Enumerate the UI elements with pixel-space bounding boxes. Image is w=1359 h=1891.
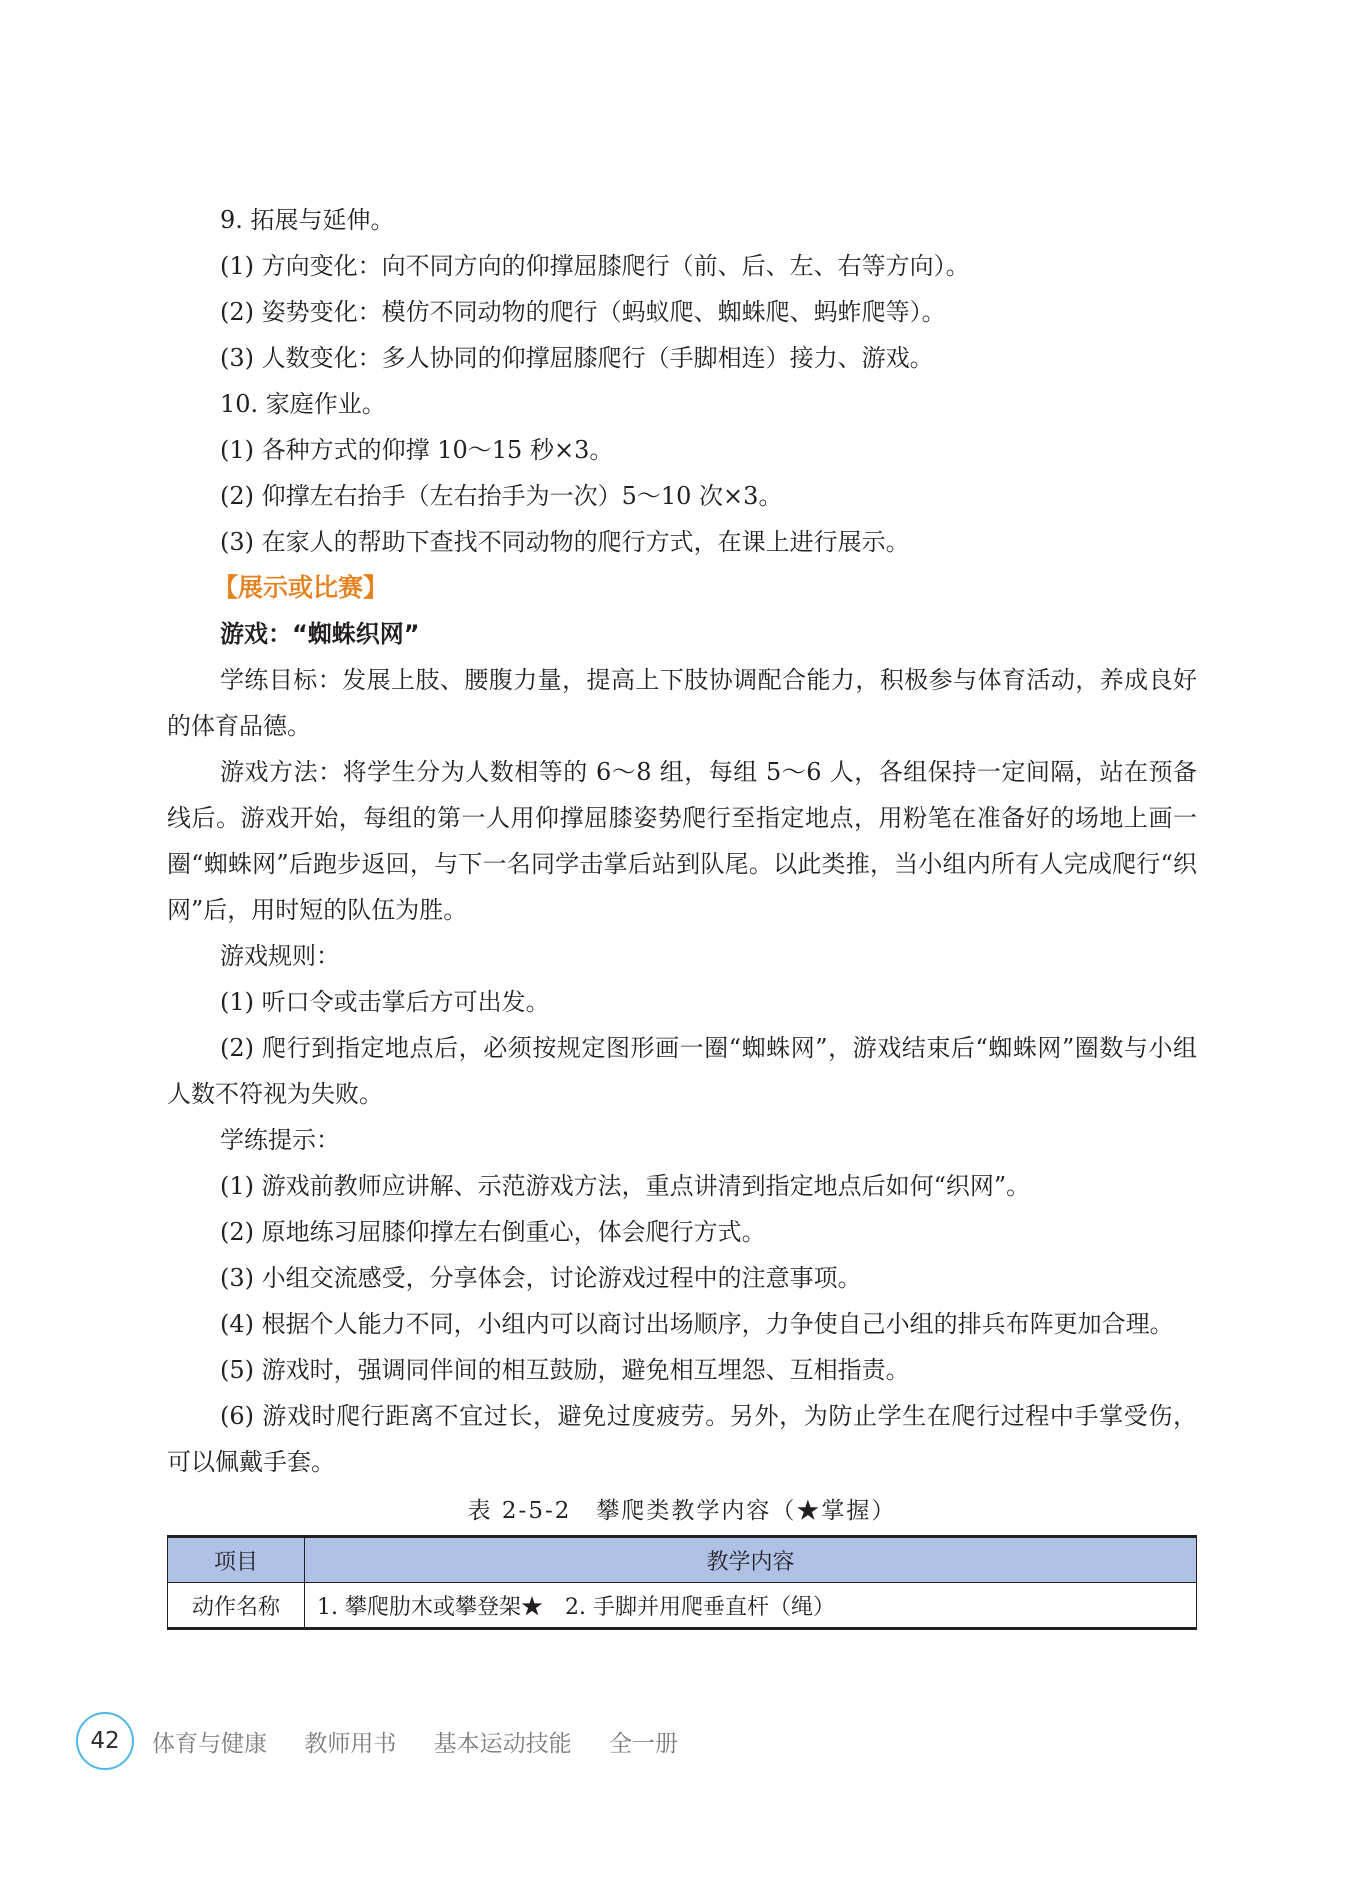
book-title: 体育与健康 — [152, 1730, 267, 1757]
page-number: 42 — [76, 1712, 134, 1770]
section-heading: 【展示或比赛】 — [213, 573, 389, 602]
book-edition: 全一册 — [608, 1730, 678, 1757]
page-footer — [76, 1712, 700, 1770]
teaching-content-table — [167, 1535, 1197, 1630]
book-topic: 基本运动技能 — [433, 1730, 572, 1757]
header-cell-item: 项目 — [168, 1537, 305, 1583]
game-title: 游戏：“蜘蛛织网” — [220, 620, 420, 648]
heading-homework: 10. 家庭作业。 — [220, 390, 386, 418]
book-volume: 教师用书 — [304, 1730, 397, 1757]
list-item: (5) 游戏时，强调同伴间的相互鼓励，避免相互埋怨、互相指责。 — [220, 1356, 910, 1384]
table-caption: 表 2-5-2 攀爬类教学内容（★掌握） — [467, 1498, 897, 1524]
list-item: (1) 各种方式的仰撑 10～15 秒×3。 — [220, 436, 614, 464]
list-item: (2) 姿势变化：模仿不同动物的爬行（蚂蚁爬、蜘蛛爬、蚂蚱爬等）。 — [220, 298, 946, 326]
page-content — [167, 197, 1197, 1630]
heading-rules: 游戏规则： — [220, 942, 340, 970]
list-item: (2) 爬行到指定地点后，必须按规定图形画一圈“蜘蛛网”，游戏结束后“蜘蛛网”圈数与小组人数不符视为失败。 — [167, 1034, 1197, 1108]
list-item: (6) 游戏时爬行距离不宜过长，避免过度疲劳。另外，为防止学生在爬行过程中手掌受伤，可以佩戴手套。 — [167, 1402, 1197, 1476]
table-cell-label: 动作名称 — [168, 1583, 305, 1629]
header-cell-content: 教学内容 — [305, 1537, 1197, 1583]
heading-extension: 9. 拓展与延伸。 — [220, 206, 395, 234]
book-info — [152, 1725, 700, 1758]
list-item: (1) 听口令或击掌后方可出发。 — [220, 988, 550, 1016]
list-item: (4) 根据个人能力不同，小组内可以商讨出场顺序，力争使自己小组的排兵布阵更加合理。 — [220, 1310, 1174, 1338]
list-item: (3) 小组交流感受，分享体会，讨论游戏过程中的注意事项。 — [220, 1264, 862, 1292]
list-item: (3) 人数变化：多人协同的仰撑屈膝爬行（手脚相连）接力、游戏。 — [220, 344, 934, 372]
heading-tips: 学练提示： — [220, 1126, 340, 1154]
paragraph-method: 游戏方法：将学生分为人数相等的 6～8 组，每组 5～6 人，各组保持一定间隔，站在预备线后。游戏开始，每组的第一人用仰撑屈膝姿势爬行至指定地点，用粉笔在准备好的场地上画一圈“蜘蛛网”后跑步返回，与下一名同学击掌后站到队尾。以此类推，当小组内所有人完成爬行“织网”后，用时短的队伍为胜。 — [167, 758, 1197, 924]
table-row — [168, 1583, 1197, 1629]
table-cell-content: 1. 攀爬肋木或攀登架★ 2. 手脚并用爬垂直杆（绳） — [305, 1583, 1197, 1629]
list-item: (3) 在家人的帮助下查找不同动物的爬行方式，在课上进行展示。 — [220, 528, 910, 556]
list-item: (1) 方向变化：向不同方向的仰撑屈膝爬行（前、后、左、右等方向）。 — [220, 252, 970, 280]
paragraph-goal: 学练目标：发展上肢、腰腹力量，提高上下肢协调配合能力，积极参与体育活动，养成良好的体育品德。 — [167, 666, 1197, 740]
table-header-row — [168, 1537, 1197, 1583]
list-item: (2) 仰撑左右抬手（左右抬手为一次）5～10 次×3。 — [220, 482, 783, 510]
list-item: (2) 原地练习屈膝仰撑左右倒重心，体会爬行方式。 — [220, 1218, 766, 1246]
list-item: (1) 游戏前教师应讲解、示范游戏方法，重点讲清到指定地点后如何“织网”。 — [220, 1172, 1031, 1200]
